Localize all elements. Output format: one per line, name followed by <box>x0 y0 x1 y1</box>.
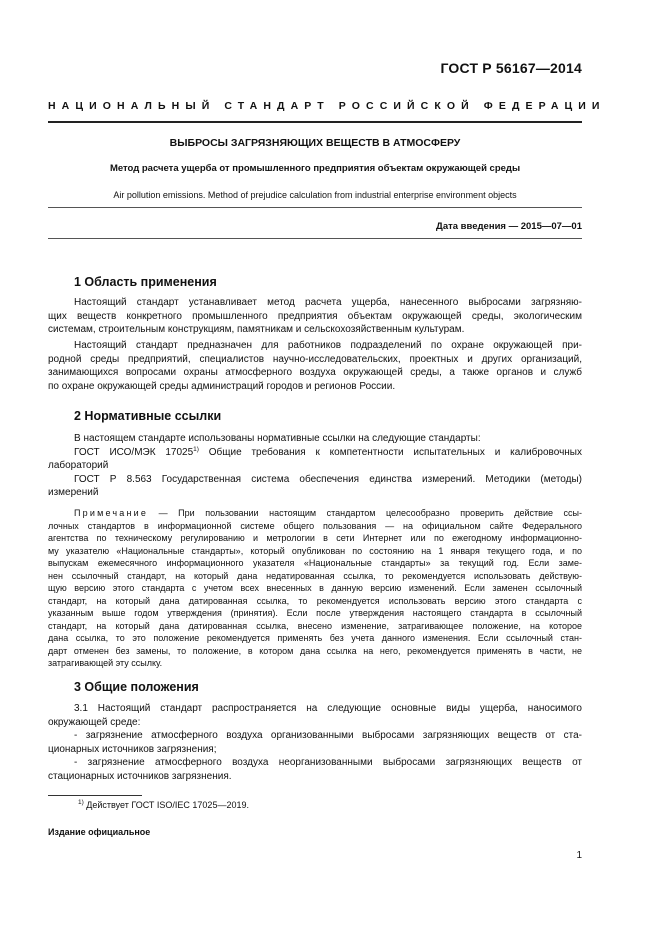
title-divider <box>48 207 582 208</box>
effective-date: Дата введения — 2015—07—01 <box>436 221 582 232</box>
list-item-continuation: ционарных источников загрязнения; <box>48 743 217 755</box>
note-line: стандарт, на который дана датированная ссылка, внесено изменение, затрагивающее положение, на которое <box>48 620 582 631</box>
section-1-heading: 1 Область применения <box>74 275 217 289</box>
text-line: щих веществ конкретного промышленного предприятия объектам окружающей среды, экологическим <box>48 310 582 322</box>
footnote-mark: 1) <box>78 799 84 806</box>
note-line: указанным выше годом утверждения (принятия). Если после утверждения настоящего стандарта в ссылочный <box>48 608 582 618</box>
note-line: затрагивающей эту ссылку. <box>48 658 163 668</box>
text-line: Настоящий стандарт устанавливает метод расчета ущерба, нанесенного выбросами загрязняю- <box>74 297 582 308</box>
text-line: родной среды предприятий, специалистов научно-исследовательских, проектных и других организаций, <box>48 353 582 365</box>
section-2-references <box>48 432 582 500</box>
page-number: 1 <box>576 850 582 861</box>
list-item: - загрязнение атмосферного воздуха организованными выбросами загрязняющих веществ от ста- <box>74 730 582 742</box>
section-3-heading: 3 Общие положения <box>74 680 199 694</box>
note-line: агентства по техническому регулированию и метрологии в сети Интернет или по ежегодному информационно- <box>48 533 582 543</box>
note-line: стандарт, на который дана датированная ссылка, то рекомендуется использовать версию этого стандарта с <box>48 595 582 606</box>
reference-gost-iso-17025 <box>48 446 582 460</box>
note-line: щую версию этого стандарта с учетом всех внесенных в данную версию изменений. Если заменен ссылочный <box>48 583 582 593</box>
footnote <box>78 800 249 810</box>
edition-label: Издание официальное <box>48 827 151 837</box>
reference-title: Общие требования к компетентности испытательных и калибровочных <box>198 446 582 458</box>
note-text: — При пользовании настоящим стандартом целесообразно проверить действие ссы- <box>148 508 582 518</box>
text-line: системам, строительным конструкциям, памятникам и сельскохозяйственным культурам. <box>48 324 465 336</box>
section-1-paragraph-1 <box>48 296 582 337</box>
footnote-divider <box>48 795 142 796</box>
text-line: по охране окружающей среды администраций городов и регионов России. <box>48 380 396 392</box>
reference-gost-8-563: ГОСТ Р 8.563 Государственная система обеспечения единства измерений. Методики (методы) <box>74 473 582 485</box>
text-line: измерений <box>48 487 99 499</box>
document-subtitle: Метод расчета ущерба от промышленного предприятия объектам окружающей среды <box>109 163 521 174</box>
section-3-paragraph <box>48 702 582 784</box>
note-line: выпускам ежемесячного информационного указателя «Национальные стандарты» за текущий год. Если заме- <box>48 558 582 568</box>
text-line: окружающей среде: <box>48 716 141 728</box>
text-line: В настоящем стандарте использованы нормативные ссылки на следующие стандарты: <box>74 433 481 444</box>
note-label: Примечание <box>74 508 149 518</box>
document-title: ВЫБРОСЫ ЗАГРЯЗНЯЮЩИХ ВЕЩЕСТВ В АТМОСФЕРУ <box>169 137 461 149</box>
note-first-line <box>48 507 582 520</box>
standard-type-heading: НАЦИОНАЛЬНЫЙ СТАНДАРТ РОССИЙСКОЙ ФЕДЕРАЦИИ <box>48 100 606 112</box>
english-title: Air pollution emissions. Method of prejudice calculation from industrial enterprise environment objects <box>113 190 517 200</box>
note-line: дарт отменен без замены, то положение, в котором дана ссылка на него, рекомендуется применять в части, не <box>48 645 582 656</box>
top-divider <box>48 121 582 123</box>
section-2-note <box>48 507 582 670</box>
reference-code: ГОСТ ИСО/МЭК 17025 <box>74 446 194 458</box>
note-line: му указателю «Национальные стандарты», который опубликован по состоянию на 1 января текущего года, и по <box>48 545 582 556</box>
text-line: лабораторий <box>48 460 109 472</box>
date-divider <box>48 238 582 239</box>
text-line: Настоящий стандарт предназначен для работников подразделений по охране окружающей при- <box>74 340 582 351</box>
note-line: дана ссылка, то это положение рекомендуется применять без учета данного изменения. Если ссылочный стан- <box>48 633 582 643</box>
note-line: лочных стандартов в информационной системе общего пользования — на официальном сайте Федерального <box>48 520 582 531</box>
footnote-ref: 1) <box>193 445 199 453</box>
text-line: занимающихся вопросами охраны атмосферного воздуха окружающей среды, а также органов и служб <box>48 367 582 379</box>
footnote-text: Действует ГОСТ ISO/IEC 17025—2019. <box>83 800 249 810</box>
text-line: 3.1 Настоящий стандарт распространяется на следующие основные виды ущерба, наносимого <box>74 703 582 714</box>
list-item: - загрязнение атмосферного воздуха неорганизованными выбросами загрязняющих веществ от <box>74 757 582 769</box>
gost-number: ГОСТ Р 56167—2014 <box>440 60 582 76</box>
list-item-continuation: стационарных источников загрязнения. <box>48 770 232 782</box>
section-2-heading: 2 Нормативные ссылки <box>74 409 222 423</box>
note-line: нен ссылочный стандарт, на который дана недатированная ссылка, то рекомендуется использовать действую- <box>48 570 582 581</box>
section-1-paragraph-2 <box>48 339 582 393</box>
